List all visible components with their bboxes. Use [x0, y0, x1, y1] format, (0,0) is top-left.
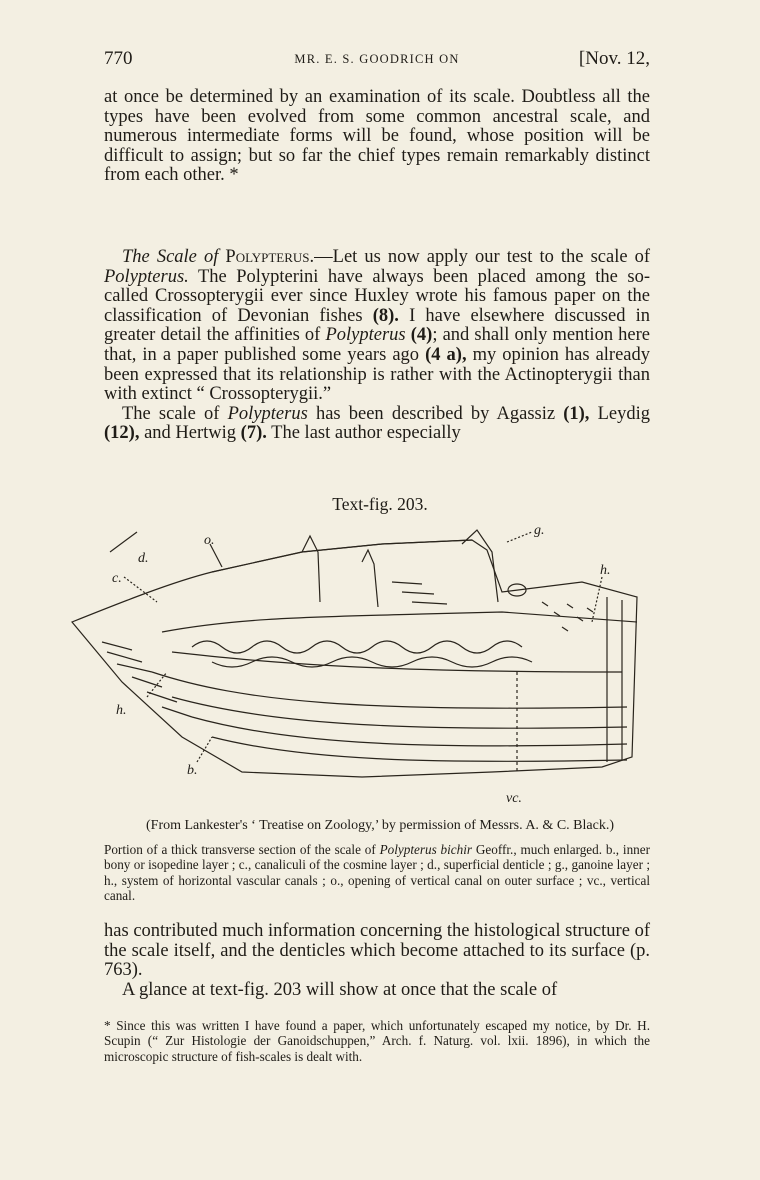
- caption-legend: b., inner bony or isopedine layer ; c., canaliculi of the cosmine layer ; d., superficial denticle ; g., ganoine layer ; h., system of horizontal vascular canals ; o., opening of vertical canal on outer surface ; vc., vertical canal.: [104, 842, 651, 904]
- figure-title: Text-fig. 203.: [332, 494, 428, 514]
- leader-line-g: [507, 532, 532, 542]
- paragraph-glance-text: A glance at text-fig. 203 will show at once that the scale of: [122, 979, 558, 1000]
- vascular-canal: [192, 641, 522, 653]
- paragraph-intro-text: at once be determined by an examination of its scale. Doubtless all the types have been evolved from some common ancestral scale, and numerous intermediate forms will be found, whose position will be difficult to assign; but so far the chief types remain remarkably distinct from each other. *: [104, 87, 650, 186]
- illustration-svg: [62, 522, 642, 812]
- caption-species: Polypterus bichir: [379, 842, 473, 857]
- canaliculi-hatching: [392, 582, 447, 604]
- isopedine-line: [192, 717, 627, 746]
- text-span: —Let us now apply our test to the scale of: [314, 247, 651, 267]
- denticle-ridge: [302, 536, 320, 602]
- paragraph-polypterus: [104, 248, 650, 444]
- paragraph-continuation-text: has contributed much information concerning the histological structure of the scale itself, and the denticles which become attached to its surface (p. 763).: [104, 921, 650, 981]
- section-heading-italic: The Scale of: [122, 247, 219, 267]
- isopedine-line: [172, 697, 627, 728]
- denticle-ridge: [362, 550, 378, 607]
- genus-name: Polypterus.: [104, 266, 189, 287]
- text-span: Leydig: [597, 403, 650, 424]
- page-number: 770: [104, 48, 133, 69]
- text-span: I have elsewhere discussed in greater detail the affinities of: [104, 305, 650, 346]
- reference-number: (4 a),: [425, 344, 467, 365]
- label-vc: vc.: [506, 791, 522, 806]
- reference-number: (12),: [104, 423, 140, 444]
- caption-text: Portion of a thick transverse section of the scale of: [104, 842, 376, 857]
- label-h-right: h.: [600, 563, 611, 578]
- label-o: o.: [204, 533, 215, 548]
- reference-number: (1),: [563, 403, 590, 424]
- leader-line-h-right: [592, 577, 602, 622]
- leader-line-d: [110, 532, 137, 552]
- reference-number: (8).: [372, 305, 399, 326]
- running-head: [104, 48, 650, 74]
- running-date: [Nov. 12,: [578, 48, 650, 69]
- scale-section-illustration: [62, 522, 642, 812]
- figure-caption: [104, 842, 650, 904]
- paragraph-continuation: [104, 922, 650, 1000]
- text-span: The Polypterini have always been placed among the so-called Crossopterygii ever since Huxley wrote his famous paper on the classification of Devonian fishes: [104, 266, 650, 326]
- ganoine-edge: [212, 540, 472, 572]
- label-d: d.: [138, 551, 149, 566]
- paragraph-intro: [104, 88, 650, 186]
- reference-number: (4): [410, 325, 433, 346]
- leader-line-c: [124, 577, 157, 602]
- footnote-text: * Since this was written I have found a paper, which unfortunately escaped my notice, by Dr. H. Scupin (“ Zur Histologie der Ganoidschuppen,” Arch. f. Naturg. vol. lxii. 1896), in which the microscopic structure of fish-scales is dealt with.: [104, 1018, 650, 1064]
- reference-number: (7).: [240, 423, 267, 444]
- text-span: The scale of: [122, 403, 220, 424]
- text-span: The last author especially: [271, 423, 461, 444]
- text-span: has been described by Agassiz: [315, 403, 556, 424]
- running-title: MR. E. S. GOODRICH ON: [294, 52, 460, 66]
- footnote: [104, 1018, 650, 1064]
- genus-name: Polypterus: [325, 325, 406, 346]
- section-heading-caps: Polypterus.: [225, 247, 315, 267]
- label-h-left: h.: [116, 703, 127, 718]
- label-c: c.: [112, 571, 122, 586]
- genus-name: Polypterus: [227, 403, 308, 424]
- isopedine-line: [152, 672, 627, 708]
- text-span: ; and shall only mention here that, in a paper published some years ago: [104, 325, 651, 365]
- label-g: g.: [534, 523, 545, 538]
- isopedine-line: [212, 737, 627, 761]
- text-span: my opinion has already been expressed that its relationship is rather with the Actinopterygii than with extinct “ Crossopterygii.”: [104, 344, 651, 405]
- vascular-layer-boundary: [172, 652, 622, 672]
- paragraph-scale-description: [104, 405, 650, 444]
- caption-text: Geoffr., much enlarged.: [475, 842, 603, 857]
- label-b: b.: [187, 763, 198, 778]
- vascular-canal: [212, 657, 532, 667]
- text-span: and Hertwig: [144, 423, 237, 444]
- figure-credit: (From Lankester's ‘ Treatise on Zoology,’ by permission of Messrs. A. & C. Black.): [146, 818, 614, 833]
- paragraph-polypterus-text: [104, 248, 650, 405]
